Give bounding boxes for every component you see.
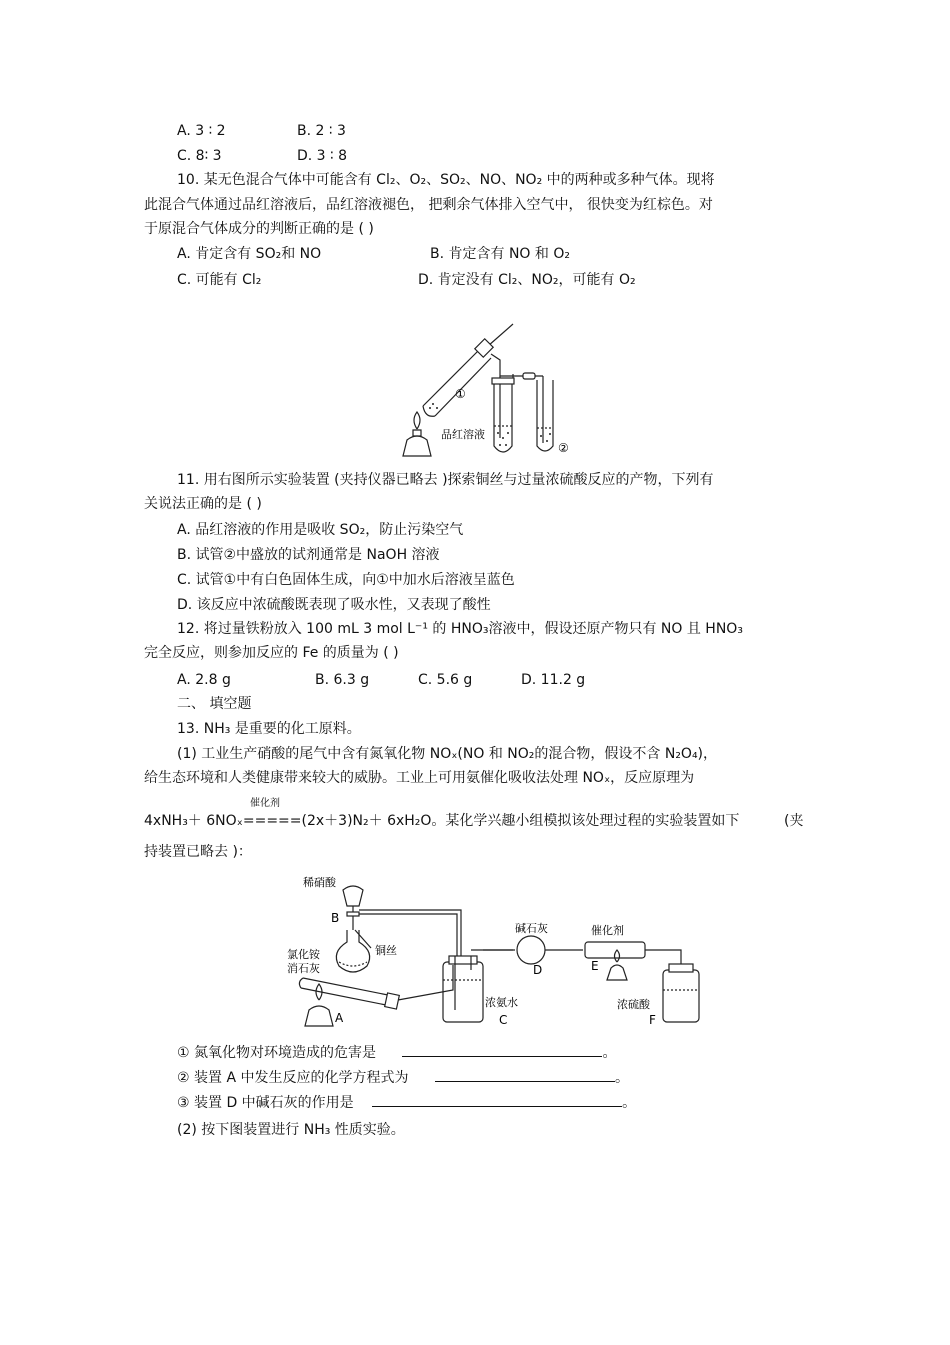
alcohol-lamp: [403, 412, 431, 456]
label-d: D: [533, 963, 543, 977]
q13-sub2-period: 。: [614, 1070, 629, 1086]
q11-option-d: D. 该反应中浓硫酸既表现了吸水性，又表现了酸性: [177, 597, 491, 613]
q12-option-a: A. 2.8 g: [177, 672, 231, 688]
label-soda-lime: 碱石灰: [515, 922, 548, 935]
q10-stem-line1: 10. 某无色混合气体中可能含有 Cl₂、O₂、SO₂、NO、NO₂ 中的两种或多种气体。现将: [177, 172, 715, 188]
section-heading: 二、 填空题: [177, 696, 252, 712]
q13-sub3-answer-blank[interactable]: [372, 1092, 622, 1107]
label-conc-ammonia: 浓氨水: [485, 996, 518, 1009]
q11-stem-line2: 关说法正确的是 ( ): [144, 496, 262, 512]
q10-option-d: D. 肯定没有 Cl₂、NO₂，可能有 O₂: [418, 272, 636, 288]
pinhong-label: 品红溶液: [441, 428, 485, 441]
tube1-label: ①: [455, 387, 466, 401]
q12-stem-line1: 12. 将过量铁粉放入 100 mL 3 mol L⁻¹ 的 HNO₃溶液中，假设还原产物只有 NO 且 HNO₃: [177, 621, 743, 637]
q13-part1-line4: 持装置已略去 )：: [144, 844, 252, 860]
gas-bottle-f: [663, 964, 699, 1022]
q13-sub3-period: 。: [622, 1095, 637, 1111]
q13-sub1-period: 。: [602, 1045, 617, 1061]
q11-option-c: C. 试管①中有白色固体生成，向①中加水后溶液呈蓝色: [177, 572, 515, 588]
test-tube-2: [537, 380, 553, 451]
label-c: C: [499, 1013, 508, 1027]
q10-stem-line2: 此混合气体通过品红溶液后，品红溶液褪色， 把剩余气体排入空气中， 很快变为红棕色。对: [144, 197, 713, 213]
q9-option-d: D. 3 ∶ 8: [297, 148, 348, 164]
tube2-label: ②: [558, 441, 569, 455]
q13-equation-tail: (夹: [784, 813, 804, 829]
q10-option-c: C. 可能有 Cl₂: [177, 272, 262, 288]
q13-sub1-text: ① 氮氧化物对环境造成的危害是: [177, 1045, 377, 1061]
test-tube-pinhong: [492, 378, 514, 452]
q13-equation: 4xNH₃＋ 6NOₓ=====(2x＋3)N₂＋ 6xH₂O。某化学兴趣小组模拟该处理过程的实验装置如下: [144, 813, 740, 829]
q13-sub1: [177, 1042, 616, 1063]
catalyst-label: 催化剂: [250, 798, 280, 809]
q13-sub2: [177, 1067, 629, 1088]
q9-option-a: A. 3 ∶ 2: [177, 123, 226, 139]
label-f: F: [649, 1013, 656, 1027]
q13-part1-line1: (1) 工业生产硝酸的尾气中含有氮氧化物 NOₓ(NO 和 NO₂的混合物，假设不含 N₂O₄)，: [177, 746, 718, 762]
q11-option-b: B. 试管②中盛放的试剂通常是 NaOH 溶液: [177, 547, 440, 563]
drying-tube-d: [483, 936, 583, 964]
label-b: B: [331, 911, 340, 925]
label-e: E: [591, 959, 599, 973]
q11-option-a: A. 品红溶液的作用是吸收 SO₂，防止污染空气: [177, 522, 464, 538]
alcohol-lamp-a: [305, 984, 333, 1026]
q13-part2: (2) 按下图装置进行 NH₃ 性质实验。: [177, 1122, 405, 1138]
q13-sub2-text: ② 装置 A 中发生反应的化学方程式为: [177, 1070, 409, 1086]
q11-apparatus-figure: [395, 318, 595, 463]
q12-option-d: D. 11.2 g: [521, 672, 586, 688]
label-a: A: [335, 1011, 344, 1025]
q11-stem-line1: 11. 用右图所示实验装置 (夹持仪器已略去 )探索铜丝与过量浓硫酸反应的产物，下列有: [177, 472, 714, 488]
q10-option-b: B. 肯定含有 NO 和 O₂: [430, 246, 570, 262]
label-dilute-nitric-acid: 稀硝酸: [303, 876, 336, 889]
q10-option-a: A. 肯定含有 SO₂和 NO: [177, 246, 322, 262]
q13-apparatus-figure: [283, 870, 703, 1030]
label-conc-sulfuric: 浓硫酸: [617, 998, 650, 1011]
label-copper-wire: 铜丝: [375, 944, 397, 957]
q12-option-c: C. 5.6 g: [418, 672, 473, 688]
q13-sub2-answer-blank[interactable]: [435, 1067, 615, 1082]
q13-part1-line2: 给生态环境和人类健康带来较大的威胁。工业上可用氨催化吸收法处理 NOₓ，反应原理为: [144, 770, 695, 786]
q12-stem-line2: 完全反应，则参加反应的 Fe 的质量为 ( ): [144, 645, 399, 661]
q9-option-b: B. 2 ∶ 3: [297, 123, 346, 139]
label-ammonium-chloride: 氯化铵: [287, 948, 320, 961]
catalyst-tube-e: [585, 942, 681, 980]
delivery-tube: [491, 354, 543, 376]
q12-option-b: B. 6.3 g: [315, 672, 370, 688]
label-catalyst: 催化剂: [591, 924, 624, 937]
label-slaked-lime: 消石灰: [287, 962, 320, 975]
round-bottom-flask: [336, 930, 371, 972]
q10-stem-line3: 于原混合气体成分的判断正确的是 ( ): [144, 221, 374, 237]
q13-intro: 13. NH₃ 是重要的化工原料。: [177, 721, 361, 737]
q13-sub3: [177, 1092, 636, 1113]
reaction-tube-a: [299, 965, 453, 1009]
q9-option-c: C. 8∶ 3: [177, 148, 222, 164]
q13-sub1-answer-blank[interactable]: [402, 1042, 602, 1057]
q13-sub3-text: ③ 装置 D 中碱石灰的作用是: [177, 1095, 354, 1111]
separatory-funnel: [343, 886, 363, 930]
